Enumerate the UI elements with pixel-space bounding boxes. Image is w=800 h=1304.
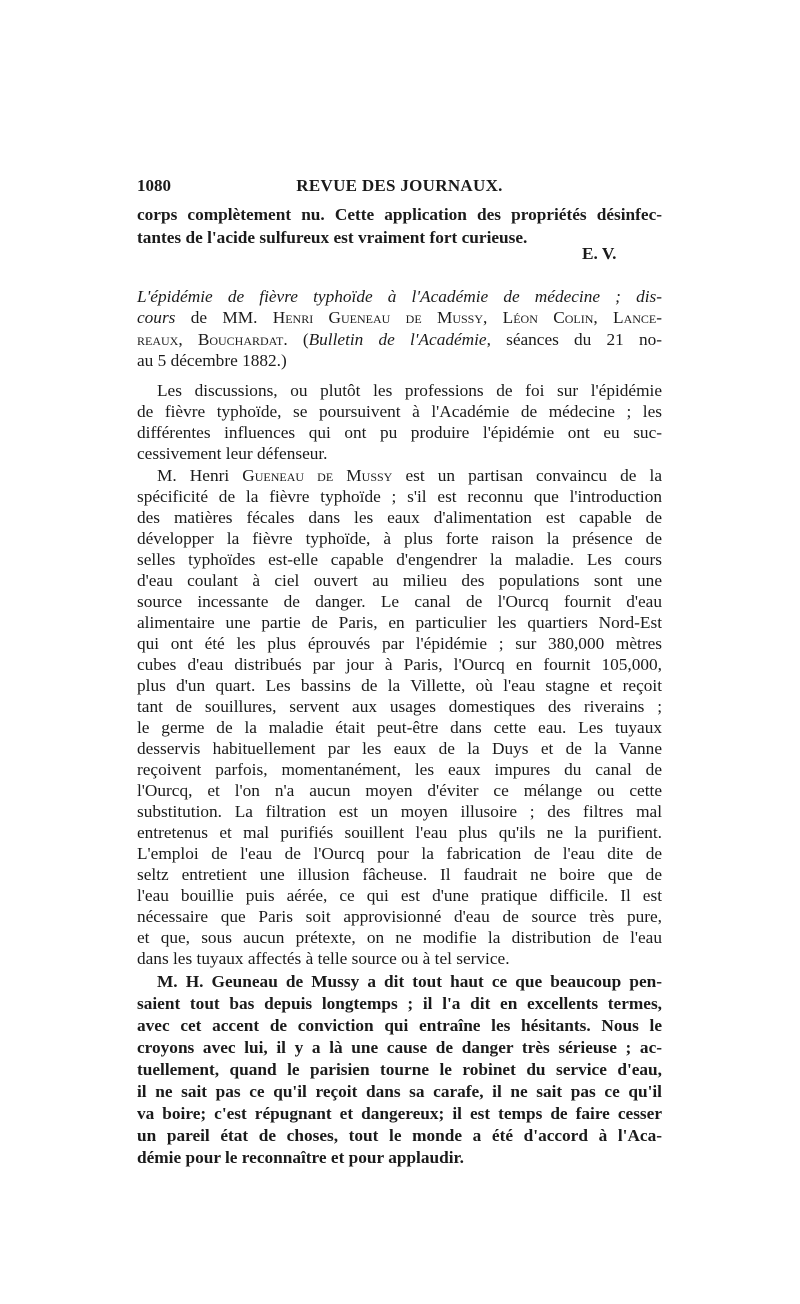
body-line: va boire; c'est répugnant et dangereux; il est temps de faire cesser [137, 1104, 662, 1123]
body-line: avec cet accent de conviction qui entraîne les hésitants. Nous le [137, 1016, 662, 1035]
citation-dates-end: au 5 décembre 1882.) [137, 351, 287, 370]
continuation-line: tantes de l'acide sulfureux est vraiment fort curieuse. [137, 228, 528, 247]
body-line: qui ont été les plus éprouvés par l'épidémie ; sur 380,000 mètres [137, 634, 662, 653]
body-line: alimentaire une partie de Paris, en particulier les quartiers Nord-Est [137, 613, 662, 632]
body-line: reçoivent parfois, momentanément, les eaux impures du canal de [137, 760, 662, 779]
body-line: développer la fièvre typhoïde, à plus forte raison la présence de [137, 529, 662, 548]
body-line: le germe de la maladie était peut-être dans cette eau. Les tuyaux [137, 718, 662, 737]
citation-author-names-2: reaux, Bouchardat [137, 330, 284, 349]
body-line: il ne sait pas ce qu'il reçoit dans sa carafe, il ne sait pas ce qu'il [137, 1082, 662, 1101]
body-line: substitution. La filtration est un moyen illusoire ; des filtres mal [137, 802, 662, 821]
citation-author-names: Henri Gueneau de Mussy, Léon Colin, Lance- [272, 308, 662, 327]
citation-mm: de MM. [175, 308, 273, 327]
citation-cours: cours [137, 308, 176, 327]
body-line: nécessaire que Paris soit approvisionné d'eau de source très pure, [137, 907, 662, 926]
page-number: 1080 [137, 176, 171, 195]
author-signature: E. V. [582, 244, 617, 263]
running-title: REVUE DES JOURNAUX. [296, 176, 503, 195]
body-line: source incessante de danger. Le canal de l'Ourcq fournit d'eau [137, 592, 662, 611]
body-line: l'eau bouillie puis aérée, ce qui est d'une pratique difficile. Il est [137, 886, 662, 905]
body-line: selles typhoïdes est-elle capable d'engendrer la maladie. Les cours [137, 550, 662, 569]
body-line: spécificité de la fièvre typhoïde ; s'il est reconnu que l'introduction [137, 487, 662, 506]
body-line: plus d'un quart. Les bassins de la Villette, où l'eau stagne et reçoit [137, 676, 662, 695]
page-header [137, 176, 662, 200]
citation-title: L'épidémie de fièvre typhoïde à l'Académie de médecine ; dis- [137, 287, 662, 306]
body-line: tuellement, quand le parisien tourne le robinet du service d'eau, [137, 1060, 662, 1079]
body-line: cessivement leur défenseur. [137, 444, 328, 463]
body-line: seltz entretient une illusion fâcheuse. Il faudrait ne boire que de [137, 865, 662, 884]
body-line: d'eau coulant à ciel ouvert au milieu des populations sont une [137, 571, 662, 590]
citation-authors [137, 308, 662, 328]
body-line: tant de souillures, servent aux usages domestiques des riverains ; [137, 697, 662, 716]
body-text: M. Henri [157, 466, 243, 485]
person-name: Gueneau de Mussy [242, 466, 393, 485]
body-line: L'emploi de l'eau de l'Ourcq pour la fabrication de l'eau dite de [137, 844, 662, 863]
body-line: Les discussions, ou plutôt les professions de foi sur l'épidémie [157, 381, 662, 400]
body-line: et que, sous aucun prétexte, on ne modifie la distribution de l'eau [137, 928, 662, 947]
citation-source [137, 330, 662, 350]
continuation-line: corps complètement nu. Cette application des propriétés désinfec- [137, 205, 662, 224]
citation-dates: , séances du 21 no- [486, 330, 662, 349]
body-text: est un partisan convaincu de la [392, 466, 662, 485]
body-line: entretenus et mal purifiés souillent l'eau plus qu'ils ne la purifient. [137, 823, 662, 842]
body-line: saient tout bas depuis longtemps ; il l'a dit en excellents termes, [137, 994, 662, 1013]
body-line: de fièvre typhoïde, se poursuivent à l'Académie de médecine ; les [137, 402, 662, 421]
body-line: dans les tuyaux affectés à telle source ou à tel service. [137, 949, 510, 968]
body-line: différentes influences qui ont pu produire l'épidémie ont eu suc- [137, 423, 662, 442]
body-line: desservis habituellement par les eaux de la Duys et de la Vanne [137, 739, 662, 758]
body-line: cubes d'eau distribués par jour à Paris, l'Ourcq en fournit 105,000, [137, 655, 662, 674]
body-line: l'Ourcq, et l'on n'a aucun moyen d'éviter ce mélange ou cette [137, 781, 662, 800]
body-line [157, 466, 662, 486]
body-line: M. H. Geuneau de Mussy a dit tout haut ce que beaucoup pen- [157, 972, 662, 991]
body-line: démie pour le reconnaître et pour applaudir. [137, 1148, 464, 1167]
citation-journal: Bulletin de l'Académie [308, 330, 487, 349]
citation-sep: . ( [283, 330, 309, 349]
body-line: des matières fécales dans les eaux d'alimentation est capable de [137, 508, 662, 527]
body-line: croyons avec lui, il y a là une cause de danger très sérieuse ; ac- [137, 1038, 662, 1057]
body-line: un pareil état de choses, tout le monde a été d'accord à l'Aca- [137, 1126, 662, 1145]
